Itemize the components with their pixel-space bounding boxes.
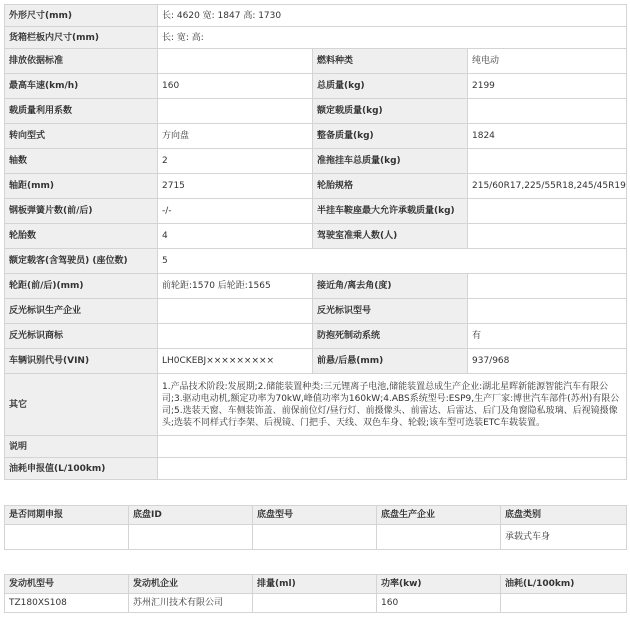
spec-value: LH0CKEBJ××××××××× [158, 349, 313, 374]
spec-value [468, 224, 627, 249]
spec-label: 额定载质量(kg) [313, 99, 468, 124]
spec-value: 160 [158, 74, 313, 99]
spec-label: 轮胎数 [5, 224, 158, 249]
spec-value: 2 [158, 149, 313, 174]
column-header: 油耗(L/100km) [501, 575, 627, 594]
spec-value: 1824 [468, 124, 627, 149]
table-cell: 160 [377, 594, 501, 613]
spec-label: 接近角/离去角(度) [313, 274, 468, 299]
spec-row [5, 49, 627, 74]
chassis-header-row [5, 506, 627, 525]
table-cell: 苏州汇川技术有限公司 [129, 594, 253, 613]
spec-label: 载质量利用系数 [5, 99, 158, 124]
spec-label: 车辆识别代号(VIN) [5, 349, 158, 374]
table-cell [377, 525, 501, 550]
spec-value: 2715 [158, 174, 313, 199]
table-cell [501, 594, 627, 613]
spec-row-other [5, 374, 627, 436]
spec-label: 轴距(mm) [5, 174, 158, 199]
spec-value: 有 [468, 324, 627, 349]
spec-row [5, 99, 627, 124]
table-cell [253, 594, 377, 613]
spec-value [468, 299, 627, 324]
spec-label: 整备质量(kg) [313, 124, 468, 149]
column-header: 底盘ID [129, 506, 253, 525]
column-header: 底盘生产企业 [377, 506, 501, 525]
table-cell [253, 525, 377, 550]
spec-label: 外形尺寸(mm) [5, 5, 158, 27]
column-header: 功率(kw) [377, 575, 501, 594]
spec-value: 5 [158, 249, 627, 274]
spec-label: 最高车速(km/h) [5, 74, 158, 99]
table-cell: TZ180XS108 [5, 594, 129, 613]
chassis-row [5, 525, 627, 550]
spec-row [5, 174, 627, 199]
spec-label: 防抱死制动系统 [313, 324, 468, 349]
spec-label: 货箱栏板内尺寸(mm) [5, 27, 158, 49]
spec-label: 燃料种类 [313, 49, 468, 74]
spec-label: 半挂车鞍座最大允许承载质量(kg) [313, 199, 468, 224]
spec-value: 长: 宽: 高: [158, 27, 627, 49]
spec-value [158, 324, 313, 349]
engine-row [5, 594, 627, 613]
spec-row [5, 299, 627, 324]
column-header: 发动机企业 [129, 575, 253, 594]
table-cell [129, 525, 253, 550]
spec-value: 前轮距:1570 后轮距:1565 [158, 274, 313, 299]
spec-label: 排放依据标准 [5, 49, 158, 74]
spec-value [468, 274, 627, 299]
engine-table [4, 574, 627, 613]
spec-label: 驾驶室准乘人数(人) [313, 224, 468, 249]
spec-value: -/- [158, 199, 313, 224]
spec-row-note [5, 436, 627, 458]
spec-label: 反光标识生产企业 [5, 299, 158, 324]
spec-value [158, 436, 627, 458]
spec-row-dimensions [5, 5, 627, 27]
spec-label: 总质量(kg) [313, 74, 468, 99]
column-header: 底盘类别 [501, 506, 627, 525]
spec-value: 方向盘 [158, 124, 313, 149]
engine-header-row [5, 575, 627, 594]
spec-value [468, 199, 627, 224]
spec-row [5, 199, 627, 224]
spec-label: 反光标识型号 [313, 299, 468, 324]
spec-label: 转向型式 [5, 124, 158, 149]
spec-value: 215/60R17,225/55R18,245/45R19 [468, 174, 627, 199]
spec-value: 纯电动 [468, 49, 627, 74]
table-cell: 承载式车身 [501, 525, 627, 550]
spec-label: 其它 [5, 374, 158, 436]
spec-value [158, 458, 627, 480]
spec-label: 额定载客(含驾驶员) (座位数) [5, 249, 158, 274]
spec-row-fuel [5, 458, 627, 480]
spec-row [5, 224, 627, 249]
spec-value-other: 1.产品技术阶段:发展期;2.储能装置种类:三元锂离子电池,储能装置总成生产企业:湖北星晖新能源智能汽车有限公司;3.驱动电动机,额定功率为70kW,峰值功率为160kW;4.ABS系统型号:ESP9,生产厂家:博世汽车部件(苏州)有限公司;5.选装天窗、车侧装饰盖、前保前位灯/昼行灯、前摄像头、前雷达、后雷达、后门及角窗隐私玻璃、后视镜摄像头;选装不同样式行李架、后视镜、门把手、天线、双色车身、轮毂;该车型可选装ETC车载装置。 [158, 374, 627, 436]
spec-value [158, 299, 313, 324]
spec-row [5, 74, 627, 99]
column-header: 是否同期申报 [5, 506, 129, 525]
column-header: 发动机型号 [5, 575, 129, 594]
spec-label: 轮胎规格 [313, 174, 468, 199]
spec-row [5, 324, 627, 349]
spec-value: 937/968 [468, 349, 627, 374]
spec-label: 油耗申报值(L/100km) [5, 458, 158, 480]
column-header: 底盘型号 [253, 506, 377, 525]
spec-row [5, 274, 627, 299]
column-header: 排量(ml) [253, 575, 377, 594]
spec-value [468, 149, 627, 174]
spec-value [468, 99, 627, 124]
spec-row [5, 349, 627, 374]
spec-label: 轮距(前/后)(mm) [5, 274, 158, 299]
chassis-table [4, 505, 627, 550]
spec-value: 长: 4620 宽: 1847 高: 1730 [158, 5, 627, 27]
spec-row [5, 124, 627, 149]
spec-value [158, 49, 313, 74]
spec-label: 前悬/后悬(mm) [313, 349, 468, 374]
spec-label: 轴数 [5, 149, 158, 174]
spec-value [158, 99, 313, 124]
spec-label: 反光标识商标 [5, 324, 158, 349]
spec-row [5, 149, 627, 174]
spec-label: 说明 [5, 436, 158, 458]
spec-row-cargo-box [5, 27, 627, 49]
spec-value: 2199 [468, 74, 627, 99]
spec-value: 4 [158, 224, 313, 249]
spec-row-rated-passengers [5, 249, 627, 274]
spec-table [4, 4, 627, 480]
spec-label: 准拖挂车总质量(kg) [313, 149, 468, 174]
table-cell [5, 525, 129, 550]
spec-label: 钢板弹簧片数(前/后) [5, 199, 158, 224]
